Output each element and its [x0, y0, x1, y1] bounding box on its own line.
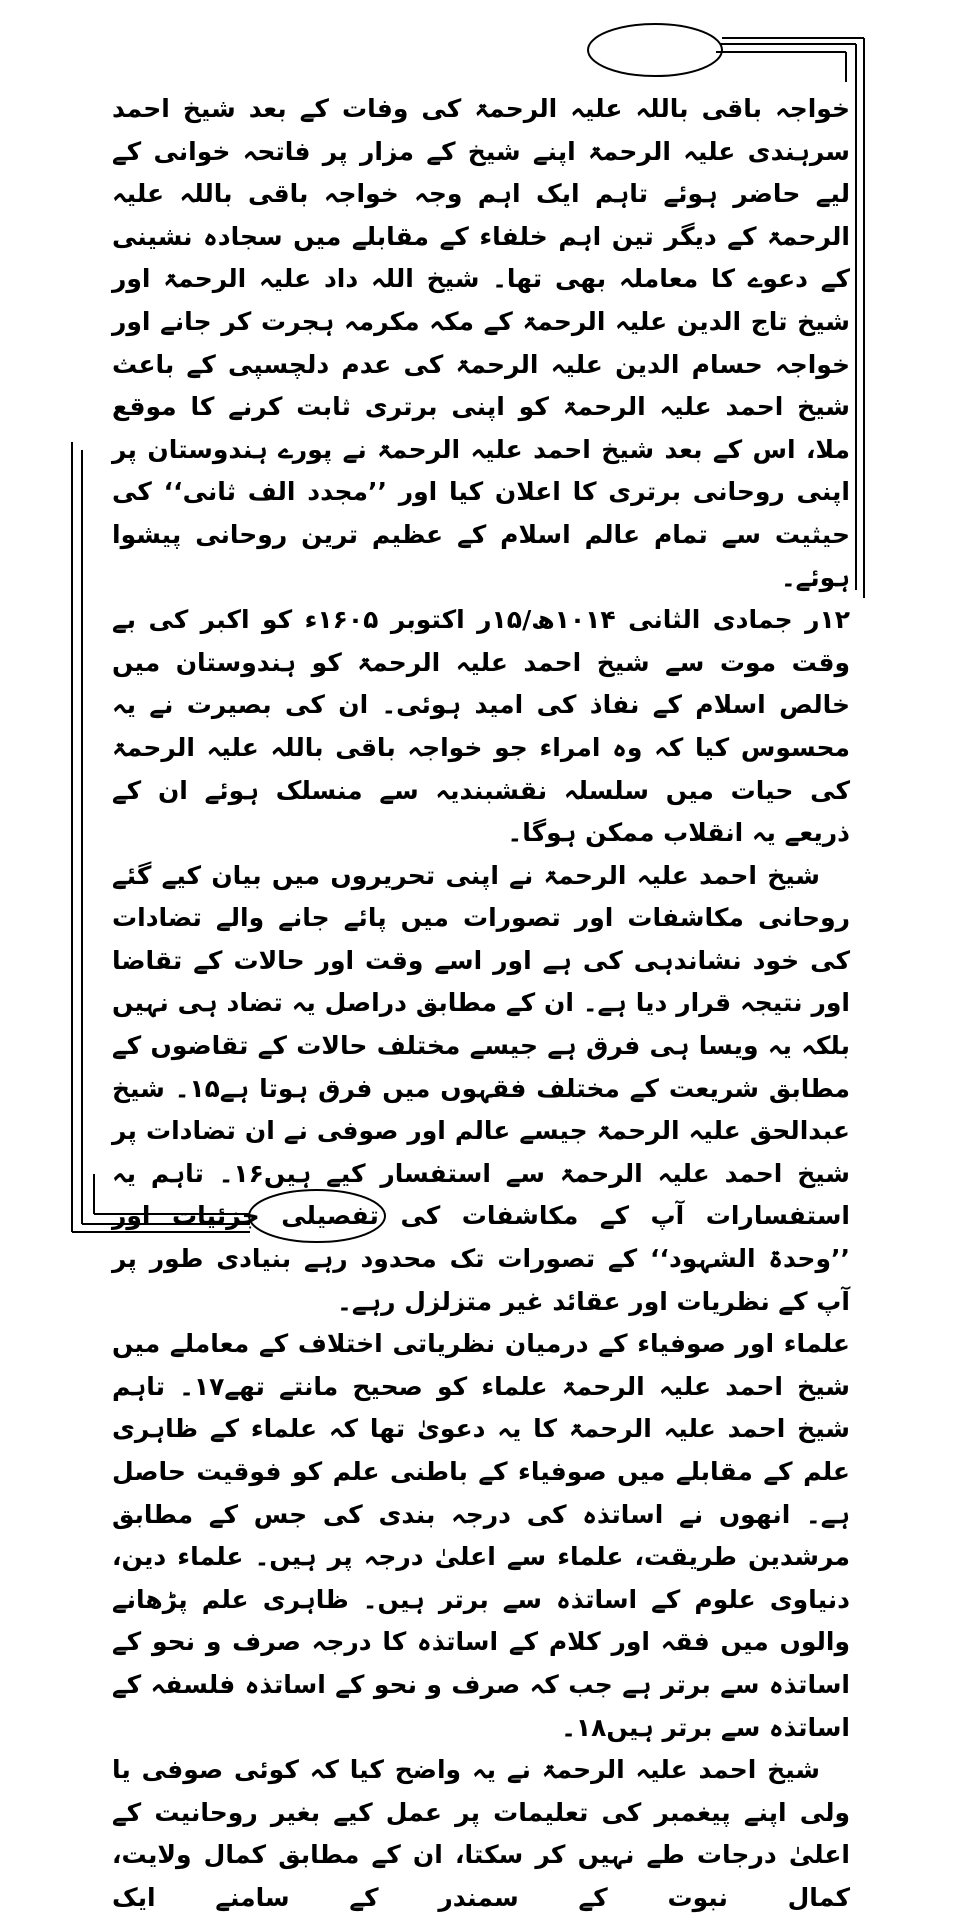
paragraph-2: ۱۲ر جمادی الثانی ۱۰۱۴ھ/۱۵ر اکتوبر ۱۶۰۵ء کو اکبر کی بے وقت موت سے شیخ احمد علیہ الرحمۃ کو ہندوستان میں خالص اسلام کے نفاذ کی امید ہوئی۔ ان کی بصیرت نے یہ محسوس کیا کہ وہ امراء جو خواجہ باقی باللہ علیہ الرحمۃ کی حیات میں سلسلہ نقشبندیہ سے منسلک ہوئے ان کے ذریعے یہ انقلاب ممکن ہوگا۔ [112, 605, 850, 848]
urdu-text-body [112, 88, 850, 1920]
paragraph-5: شیخ احمد علیہ الرحمۃ نے یہ واضح کیا کہ کوئی صوفی یا ولی اپنے پیغمبر کی تعلیمات پر عمل کیے بغیر روحانیت کے اعلیٰ درجات طے نہیں کر سکتا، ان کے مطابق کمال ولایت، کمال نبوت کے سمندر کے سامنے ایک [112, 1755, 850, 1912]
top-oval-ornament [588, 24, 722, 76]
paragraph-4: علماء اور صوفیاء کے درمیان نظریاتی اختلاف کے معاملے میں شیخ احمد علیہ الرحمۃ علماء کو صحیح مانتے تھے۱۷۔ تاہم شیخ احمد علیہ الرحمۃ کا یہ دعویٰ تھا کہ علماء کے ظاہری علم کے مقابلے میں صوفیاء کے باطنی علم کو فوقیت حاصل ہے۔ انھوں نے اساتذہ کی درجہ بندی کی جس کے مطابق مرشدین طریقت، علماء سے اعلیٰ درجہ پر ہیں۔ علماء دین، دنیاوی علوم کے اساتذہ سے برتر ہیں۔ ظاہری علم پڑھانے والوں میں فقہ اور کلام کے اساتذہ کا درجہ صرف و نحو کے اساتذہ سے برتر ہے جب کہ صرف و نحو کے اساتذہ فلسفہ کے اساتذہ سے برتر ہیں۱۸۔ [112, 1329, 850, 1742]
paragraph-3: شیخ احمد علیہ الرحمۃ نے اپنی تحریروں میں بیان کیے گئے روحانی مکاشفات اور تصورات میں پائے جانے والے تضادات کی خود نشاندہی کی ہے اور اسے وقت اور حالات کے تقاضا اور نتیجہ قرار دیا ہے۔ ان کے مطابق دراصل یہ تضاد ہی نہیں بلکہ یہ ویسا ہی فرق ہے جیسے مختلف حالات کے تقاضوں کے مطابق شریعت کے مختلف فقہوں میں فرق ہوتا ہے۱۵۔ شیخ عبدالحق علیہ الرحمۃ جیسے عالم اور صوفی نے ان تضادات پر شیخ احمد علیہ الرحمۃ سے استفسار کیے ہیں۱۶۔ تاہم یہ استفسارات آپ کے مکاشفات کی تفصیلی جزئیات اور ’’وحدۃ الشہود‘‘ کے تصورات تک محدود رہے بنیادی طور پر آپ کے نظریات اور عقائد غیر متزلزل رہے۔ [112, 860, 850, 1316]
paragraph-1: خواجہ باقی باللہ علیہ الرحمۃ کی وفات کے بعد شیخ احمد سرہندی علیہ الرحمۃ اپنے شیخ کے مزار پر فاتحہ خوانی کے لیے حاضر ہوئے تاہم ایک اہم وجہ خواجہ باقی باللہ علیہ الرحمۃ کے دیگر تین اہم خلفاء کے مقابلے میں سجادہ نشینی کے دعوے کا معاملہ بھی تھا۔ شیخ اللہ داد علیہ الرحمۃ اور شیخ تاج الدین علیہ الرحمۃ کے مکہ مکرمہ ہجرت کر جانے اور خواجہ حسام الدین علیہ الرحمۃ کی عدم دلچسپی کے باعث شیخ احمد علیہ الرحمۃ کو اپنی برتری ثابت کرنے کا موقع ملا، اس کے بعد شیخ احمد علیہ الرحمۃ نے پورے ہندوستان پر اپنی روحانی برتری کا اعلان کیا اور ’’مجدد الف ثانی‘‘ کی حیثیت سے تمام عالم اسلام کے عظیم ترین روحانی پیشوا ہوئے۔ [112, 94, 850, 592]
